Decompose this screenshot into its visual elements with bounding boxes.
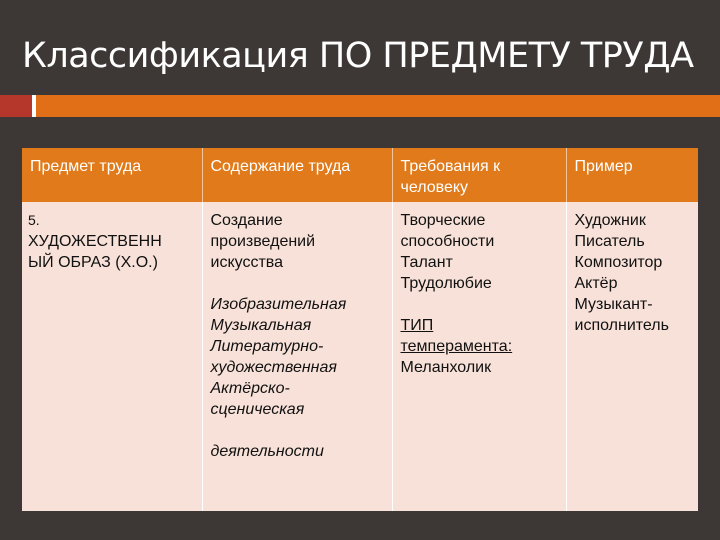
title-bar xyxy=(0,0,720,95)
header-cell-example: Пример xyxy=(566,148,698,202)
type-value: Меланхолик xyxy=(400,359,492,376)
example-line: исполнитель xyxy=(574,317,669,334)
subject-line: ЫЙ ОБРАЗ (Х.О.) xyxy=(28,254,158,271)
table-row xyxy=(22,202,698,511)
art-kind: Актёрско- xyxy=(210,380,290,397)
accent-bar-orange xyxy=(36,95,720,117)
header-cell-content: Содержание труда xyxy=(202,148,392,202)
art-kind: сценическая xyxy=(210,401,305,418)
art-kind: Литературно- xyxy=(210,338,324,355)
accent-block-red xyxy=(0,95,32,117)
requirement-line: Талант xyxy=(400,254,453,271)
header-cell-subject: Предмет труда xyxy=(22,148,202,202)
cell-example xyxy=(566,202,698,511)
cell-requirements xyxy=(392,202,566,511)
classification-table xyxy=(22,148,698,511)
content-line: искусства xyxy=(210,254,283,271)
subject-number: 5. xyxy=(28,212,40,228)
example-line: Композитор xyxy=(574,254,663,271)
type-label: темперамента: xyxy=(400,338,513,355)
art-kind: Изобразительная xyxy=(210,296,347,313)
type-label: ТИП xyxy=(400,317,434,334)
requirement-line: способности xyxy=(400,233,495,250)
cell-subject xyxy=(22,202,202,511)
requirement-line: Творческие xyxy=(400,212,486,229)
content-footer: деятельности xyxy=(210,443,324,460)
slide-title: Классификация ПО ПРЕДМЕТУ ТРУДА xyxy=(22,36,694,76)
cell-content xyxy=(202,202,392,511)
subject-line: ХУДОЖЕСТВЕНН xyxy=(28,233,162,250)
content-line: Создание xyxy=(210,212,283,229)
art-kind: Музыкальная xyxy=(210,317,312,334)
example-line: Актёр xyxy=(574,275,618,292)
example-line: Писатель xyxy=(574,233,645,250)
requirement-line: Трудолюбие xyxy=(400,275,492,292)
header-cell-requirements: Требования к человеку xyxy=(392,148,566,202)
art-kind: художественная xyxy=(210,359,337,376)
example-line: Художник xyxy=(574,212,646,229)
table-header-row xyxy=(22,148,698,202)
content-line: произведений xyxy=(210,233,316,250)
example-line: Музыкант- xyxy=(574,296,653,313)
